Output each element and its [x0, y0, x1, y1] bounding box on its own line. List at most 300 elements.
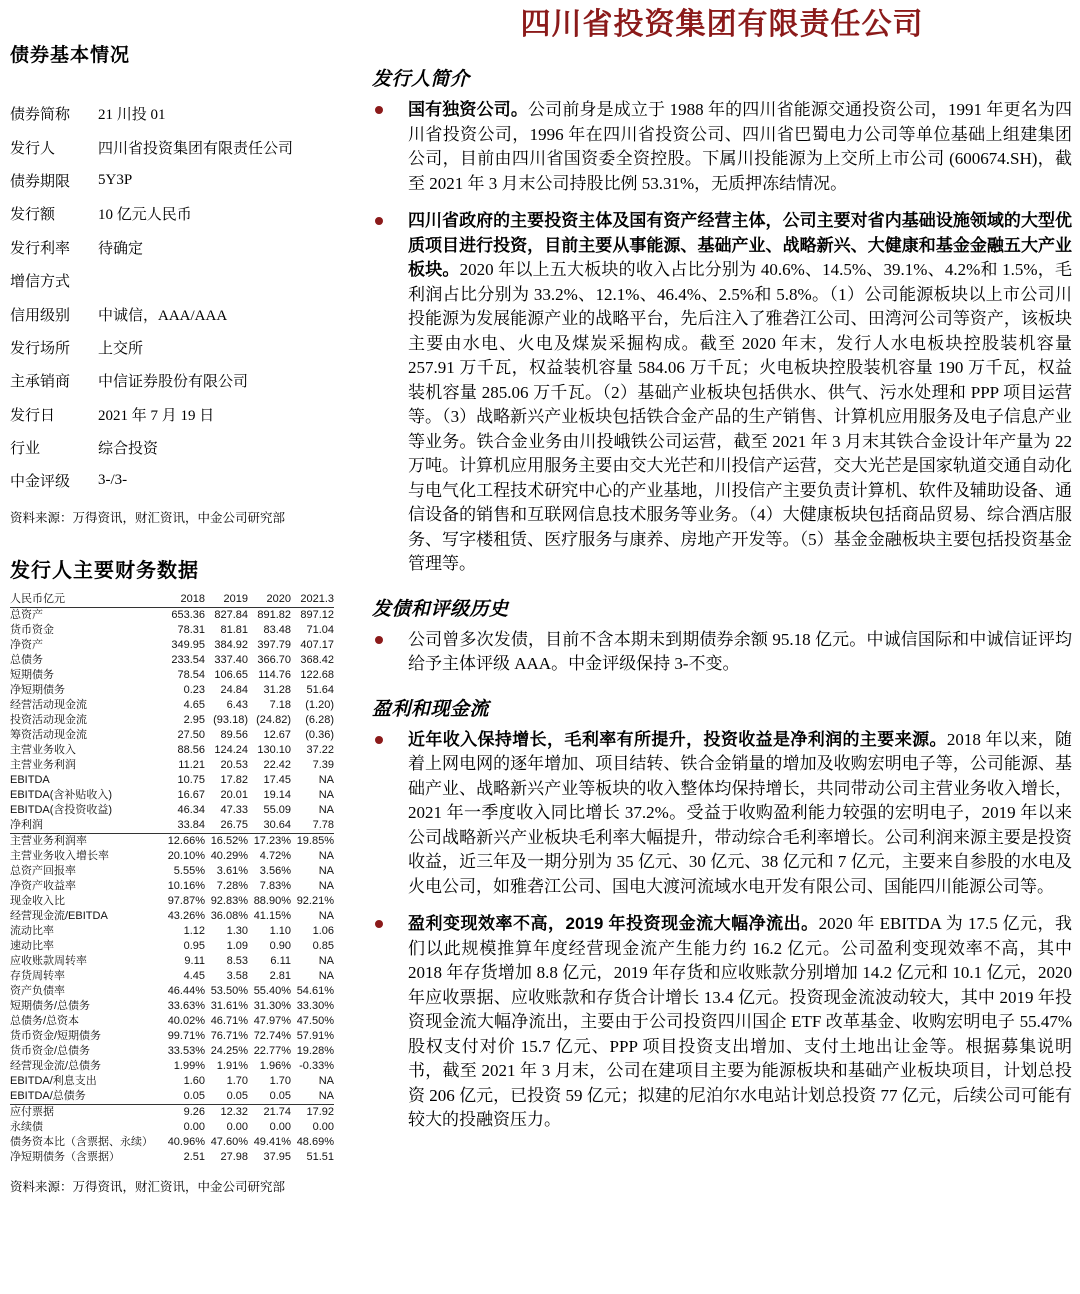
report-sections: [372, 64, 1072, 1133]
financial-value: (0.36): [305, 728, 334, 741]
financial-value: 40.02%: [167, 1014, 205, 1027]
left-sidebar: [0, 0, 352, 1294]
financial-value: 0.90: [269, 939, 291, 952]
financial-value: 1.99%: [173, 1059, 205, 1072]
financial-value: 12.32: [220, 1105, 248, 1118]
financial-row: [10, 1074, 334, 1089]
bullet-paragraph: [408, 912, 1072, 1133]
financial-value: 40.29%: [210, 849, 248, 862]
bond-info-row: [10, 297, 352, 330]
main-content: [352, 0, 1080, 1294]
financial-row: [10, 849, 334, 864]
financial-row: [10, 1089, 334, 1105]
financial-value: 349.95: [171, 638, 205, 651]
financial-value: 31.61%: [210, 999, 248, 1012]
financial-value: 47.60%: [210, 1135, 248, 1148]
financial-row-label: 净资产收益率: [10, 879, 76, 892]
financial-value: 130.10: [257, 743, 291, 756]
financial-value: NA: [318, 849, 334, 862]
financial-value: 46.71%: [210, 1014, 248, 1027]
financial-value: 337.40: [214, 653, 248, 666]
financial-value: 20.10%: [167, 849, 205, 862]
bond-field-value: 10 亿元人民币: [98, 207, 192, 224]
financial-row-label: 总资产: [10, 608, 43, 621]
bullet-item: [372, 728, 1072, 900]
financial-value: 653.36: [171, 608, 205, 621]
bond-info-list: [10, 97, 352, 498]
financials-year-header: 2019: [223, 592, 248, 605]
financial-value: 1.70: [226, 1074, 248, 1087]
financial-value: 0.00: [183, 1120, 205, 1133]
financial-value: 55.40%: [253, 984, 291, 997]
financial-value: 51.51: [306, 1150, 334, 1163]
bond-field-value: 上交所: [98, 340, 144, 357]
bond-field-value: 2021 年 7 月 19 日: [98, 407, 215, 424]
financial-row-label: EBITDA(含补贴收入): [10, 788, 113, 801]
bond-field-label: 信用级别: [10, 307, 71, 324]
report-section: [372, 594, 1072, 677]
financial-value: 88.90%: [253, 894, 291, 907]
financial-value: NA: [318, 803, 334, 816]
bullet-body-text: 2018 年以来，随着上网电网的逐年增加、项目结转、铁合金销量的增加及收购宏明电子等，公司能源、基础产业、战略新兴产业等板块的收入整体均保持增长，共同带动公司主营业务收入增长，2021 年一季度收入同比增长 37.2%。受益于收购盈利能力较强的宏明电子，2019 年以来公司战略新兴产业板块毛利率大幅提升，带动综合毛利率增长。公司利润来源主要是投资收益，近三年及一期分别为 35 亿元、30 亿元、38 亿元和 7 亿元，主要来自参股的水电及火电公司，如雅砻江公司、国电大渡河流域水电开发有限公司、国能四川能源公司等。: [408, 729, 1073, 896]
financial-row: [10, 1014, 334, 1029]
bullet-icon: [375, 217, 383, 225]
financial-value: 16.67: [177, 788, 205, 801]
bond-info-row: [10, 164, 352, 197]
financial-row: [10, 864, 334, 879]
financial-value: (1.20): [305, 698, 334, 711]
financial-value: 27.98: [220, 1150, 248, 1163]
financial-value: 47.50%: [296, 1014, 334, 1027]
financial-row: [10, 668, 334, 683]
financial-row-label: 经营现金流/EBITDA: [10, 909, 108, 922]
bullet-item: [372, 912, 1072, 1133]
financial-row: [10, 1059, 334, 1074]
section-heading: 发债和评级历史: [372, 598, 509, 620]
financials-year-header: 2018: [180, 592, 205, 605]
bond-info-source: 资料来源：万得资讯，财汇资讯，中金公司研究部: [10, 510, 286, 525]
financial-value: 72.74%: [253, 1029, 291, 1042]
financial-row: [10, 758, 334, 773]
financial-value: 0.05: [226, 1089, 248, 1102]
financial-value: 31.28: [263, 683, 291, 696]
financial-value: 0.23: [183, 683, 205, 696]
financial-value: 17.23%: [253, 834, 291, 847]
bond-info-row: [10, 231, 352, 264]
financials-section: [10, 1104, 334, 1165]
financial-value: 55.09: [263, 803, 291, 816]
financial-value: 1.30: [226, 924, 248, 937]
financial-row: [10, 924, 334, 939]
financial-row: [10, 909, 334, 924]
financial-value: 40.96%: [167, 1135, 205, 1148]
financial-value: 7.28%: [216, 879, 248, 892]
bullet-icon: [375, 106, 383, 114]
bond-info-row: [10, 398, 352, 431]
financial-value: 31.30%: [253, 999, 291, 1012]
financial-value: 78.31: [177, 623, 205, 636]
financial-value: 97.87%: [167, 894, 205, 907]
financials-year-header: 2020: [266, 592, 291, 605]
financial-value: 71.04: [306, 623, 334, 636]
financial-value: 43.26%: [167, 909, 205, 922]
bond-field-value: 中诚信，AAA/AAA: [98, 307, 228, 324]
report-section: [372, 64, 1072, 577]
financial-row: [10, 1135, 334, 1150]
financial-row-label: EBITDA/利息支出: [10, 1074, 97, 1087]
financials-unit-label: 人民币亿元: [10, 592, 65, 605]
financial-value: 0.05: [183, 1089, 205, 1102]
financials-source: 资料来源：万得资讯，财汇资讯，中金公司研究部: [10, 1179, 286, 1194]
financial-row-label: 主营业务利润率: [10, 834, 87, 847]
bond-field-label: 中金评级: [10, 474, 71, 491]
financial-row: [10, 1044, 334, 1059]
financial-row-label: 总债务/总资本: [10, 1014, 80, 1027]
financial-value: 17.82: [220, 773, 248, 786]
financial-row-label: 总资产回报率: [10, 864, 76, 877]
financial-value: 19.14: [263, 788, 291, 801]
bond-field-label: 增信方式: [10, 274, 71, 291]
financial-value: 827.84: [214, 608, 248, 621]
bond-field-label: 债券期限: [10, 173, 71, 190]
bond-field-value: 综合投资: [98, 441, 159, 458]
financial-value: 22.42: [263, 758, 291, 771]
bullet-item: [372, 98, 1072, 196]
financial-value: 76.71%: [210, 1029, 248, 1042]
financial-value: 9.26: [183, 1105, 205, 1118]
financial-value: NA: [318, 969, 334, 982]
financial-value: 24.25%: [210, 1044, 248, 1057]
bullet-icon: [375, 636, 383, 644]
financial-row-label: 主营业务收入: [10, 743, 76, 756]
financial-value: 51.64: [306, 683, 334, 696]
financial-value: 7.18: [269, 698, 291, 711]
bullet-bold-lead: 四川省政府的主要投资主体及国有资产经营主体，公司主要对省内基础设施领域的大型优质项目进行投资，目前主要从事能源、基础产业、战略新兴、大健康和基金金融五大产业板块。: [408, 211, 1072, 279]
financial-value: 10.16%: [167, 879, 205, 892]
bond-info-row: [10, 331, 352, 364]
bullet-paragraph: [408, 728, 1072, 900]
financials-section: [10, 833, 334, 1104]
financial-value: 36.08%: [210, 909, 248, 922]
bond-field-value: 21 川投 01: [98, 107, 166, 124]
financial-value: 4.72%: [259, 849, 291, 862]
financial-row-label: 短期债务/总债务: [10, 999, 91, 1012]
financial-value: 26.75: [220, 818, 248, 831]
financial-value: 6.11: [270, 954, 291, 967]
bond-field-label: 债券简称: [10, 107, 71, 124]
bond-field-label: 发行日: [10, 407, 56, 424]
financial-value: 33.84: [177, 818, 205, 831]
bond-info-row: [10, 264, 352, 297]
financial-value: 122.68: [300, 668, 334, 681]
financial-value: 16.52%: [210, 834, 248, 847]
financial-value: 0.85: [312, 939, 334, 952]
financial-row-label: 应收账款周转率: [10, 954, 87, 967]
financial-row-label: 总债务: [10, 653, 43, 666]
financials-heading: 发行人主要财务数据: [10, 559, 199, 582]
financial-value: 891.82: [257, 608, 291, 621]
bullet-icon: [375, 736, 383, 744]
financial-row: [10, 954, 334, 969]
financial-row: [10, 969, 334, 984]
financial-row-label: 经营现金流/总债务: [10, 1059, 102, 1072]
financial-value: 5.55%: [173, 864, 205, 877]
financial-value: NA: [318, 954, 334, 967]
bond-field-value: 3-/3-: [98, 472, 128, 489]
financial-value: 2.81: [269, 969, 291, 982]
financial-value: 4.65: [183, 698, 205, 711]
financial-value: 37.22: [306, 743, 334, 756]
financial-value: 106.65: [214, 668, 248, 681]
bullet-body-text: 2020 年 EBITDA 为 17.5 亿元，我们以此规模推算年度经营现金流产生能力约 16.2 亿元。公司盈利变现效率不高，其中 2018 年存货增加 8.8 亿元，2019 年存货和应收账款分别增加 14.2 亿元和 10.1 亿元，2020 年应收票据、应收账款和存货合计增长 13.4 亿元。投资现金流波动较大，其中 2019 年投资现金流大幅净流出，主要由于公司投资四川国企 ETF 改革基金、收购宏明电子 55.47%股权支付对价 15.7 亿元、PPP 项目投资支出增加、支付土地出让金等。根据募集说明书，截至 2021 年 3 月末，公司在建项目主要为能源板块和基础产业板块项目，计划总投资 206 亿元，已投资 59 亿元；拟建的尼泊尔水电站计划总投资 77 亿元，后续公司可能有较大的投融资压力。: [408, 914, 1072, 1129]
financial-value: 1.70: [269, 1074, 291, 1087]
financials-table: [10, 592, 334, 1165]
report-section: [372, 694, 1072, 1133]
financial-value: NA: [318, 864, 334, 877]
financial-value: 27.50: [177, 728, 205, 741]
financial-value: 49.41%: [253, 1135, 291, 1148]
financial-value: 54.61%: [296, 984, 334, 997]
financials-table-head: [10, 592, 334, 608]
financial-value: 48.69%: [296, 1135, 334, 1148]
bond-field-value: 中信证券股份有限公司: [98, 374, 249, 391]
financial-row: [10, 999, 334, 1014]
financial-value: 6.43: [226, 698, 248, 711]
bullet-paragraph: [408, 98, 1072, 196]
financial-value: 7.39: [312, 758, 334, 771]
financial-row: [10, 1150, 334, 1165]
financial-value: 3.58: [226, 969, 248, 982]
financial-value: NA: [318, 773, 334, 786]
bond-info-row: [10, 97, 352, 130]
financial-value: 41.15%: [253, 909, 291, 922]
financial-value: 47.33: [220, 803, 248, 816]
financial-row: [10, 713, 334, 728]
financial-row: [10, 788, 334, 803]
bond-info-row: [10, 197, 352, 230]
bond-info-row: [10, 464, 352, 497]
financial-value: 19.28%: [296, 1044, 334, 1057]
financial-value: 233.54: [171, 653, 205, 666]
financial-value: 22.77%: [253, 1044, 291, 1057]
financial-value: 384.92: [214, 638, 248, 651]
financial-row: [10, 607, 334, 623]
financial-value: 20.01: [220, 788, 248, 801]
bullet-bold-lead: 盈利变现效率不高，2019 年投资现金流大幅净流出。: [408, 914, 819, 933]
financial-value: 20.53: [220, 758, 248, 771]
financial-row-label: 流动比率: [10, 924, 54, 937]
bullet-body-text: 公司前身是成立于 1988 年的四川省能源交通投资公司，1991 年更名为四川省投资公司，1996 年在四川省投资公司、四川省巴蜀电力公司等单位基础上组建集团公司，目前由四川省国资委全资控股。下属川投能源为上交所上市公司 (600674.SH)，截至 2021 年 3 月末公司持股比例 53.31%，无质押冻结情况。: [408, 100, 1073, 193]
financial-value: 57.91%: [296, 1029, 334, 1042]
financial-value: 0.00: [312, 1120, 334, 1133]
financial-row-label: EBITDA/总债务: [10, 1089, 86, 1102]
bullet-paragraph: [408, 209, 1072, 577]
page-title: 四川省投资集团有限责任公司: [520, 8, 924, 41]
financial-row-label: 经营活动现金流: [10, 698, 87, 711]
financial-value: 37.95: [263, 1150, 291, 1163]
financial-value: 114.76: [258, 668, 291, 681]
financial-value: (93.18): [213, 713, 248, 726]
financial-row-label: 永续债: [10, 1120, 43, 1133]
financial-value: 21.74: [263, 1105, 291, 1118]
financial-row: [10, 879, 334, 894]
financial-row-label: 现金收入比: [10, 894, 65, 907]
financial-value: 1.60: [183, 1074, 205, 1087]
financial-row: [10, 638, 334, 653]
financial-row-label: 短期债务: [10, 668, 54, 681]
financial-value: 24.84: [220, 683, 248, 696]
financial-value: 33.63%: [167, 999, 205, 1012]
financial-value: 81.81: [220, 623, 248, 636]
financial-row-label: 存货周转率: [10, 969, 65, 982]
financial-row-label: 应付票据: [10, 1105, 54, 1118]
bullet-item: [372, 628, 1072, 677]
bond-info-row: [10, 431, 352, 464]
financial-row-label: 速动比率: [10, 939, 54, 952]
financial-value: 89.56: [220, 728, 248, 741]
financial-value: 92.21%: [296, 894, 334, 907]
financial-value: 12.67: [263, 728, 291, 741]
financial-row-label: 主营业务利润: [10, 758, 76, 771]
financial-value: 46.44%: [167, 984, 205, 997]
financial-value: 83.48: [263, 623, 291, 636]
financial-row-label: EBITDA: [10, 773, 50, 786]
financial-value: 0.95: [183, 939, 205, 952]
financial-value: 2.51: [183, 1150, 205, 1163]
financial-row-label: 货币资金/总债务: [10, 1044, 91, 1057]
financial-value: 0.05: [269, 1089, 291, 1102]
financial-row: [10, 773, 334, 788]
financial-row: [10, 683, 334, 698]
financial-row: [10, 1029, 334, 1044]
financial-row-label: 主营业务收入增长率: [10, 849, 109, 862]
financial-value: 4.45: [183, 969, 205, 982]
financials-year-header: 2021.3: [300, 592, 334, 605]
financial-value: 46.34: [177, 803, 205, 816]
bond-field-label: 主承销商: [10, 374, 71, 391]
financial-value: (24.82): [256, 713, 291, 726]
financial-value: -0.33%: [299, 1059, 334, 1072]
financial-value: NA: [318, 879, 334, 892]
financial-value: 17.45: [263, 773, 291, 786]
financial-value: 368.42: [300, 653, 334, 666]
financial-value: 7.83%: [259, 879, 291, 892]
bond-field-label: 发行额: [10, 207, 56, 224]
financial-value: NA: [318, 1074, 334, 1087]
financial-value: 1.12: [183, 924, 205, 937]
financial-value: 3.56%: [259, 864, 291, 877]
financial-row: [10, 833, 334, 849]
financial-row: [10, 803, 334, 818]
financial-value: 17.92: [306, 1105, 334, 1118]
financial-value: 0.00: [226, 1120, 248, 1133]
financial-row: [10, 743, 334, 758]
financial-value: 397.79: [257, 638, 291, 651]
financial-value: 53.50%: [210, 984, 248, 997]
financials-header-row: [10, 592, 334, 608]
bullet-item: [372, 209, 1072, 577]
financial-row: [10, 818, 334, 834]
bullet-body-text: 2020 年以上五大板块的收入占比分别为 40.6%、14.5%、39.1%、4.2%和 1.5%，毛利润占比分别为 33.2%、12.1%、46.4%、2.5%和 5.8%。（1）公司能源板块以上市公司川投能源为发展能源产业的战略平台，先后注入了雅砻江公司、田湾河公司等资产，该板块主要由水电、火电及煤炭采掘构成。截至 2020 年末，发行人水电板块控股装机容量 257.91 万千瓦，权益装机容量 584.06 万千瓦；火电板块控股装机容量 190 万千瓦，权益装机容量 285.06 万千瓦。（2）基础产业板块包括供水、供气、污水处理和 PPP 项目运营等。（3）战略新兴产业板块包括铁合金产品的生产销售、计算机应用服务及电子信息产业等业务。铁合金业务由川投峨铁公司运营，截至 2021 年 3 月末其铁合金设计年产量为 22 万吨。计算机应用服务主要由交大光芒和川投信产运营，交大光芒是国家轨道交通自动化与电气化工程技术研究中心的产业基地，川投信产主要负责计算机、软件及辅助设备、通信设备的销售和互联网信息技术服务等业务。（4）大健康板块包括商品贸易、综合酒店服务、写字楼租赁、医疗服务与康养、房地产开发等。（5）基金金融板块主要包括投资基金管理等。: [408, 260, 1073, 573]
financial-value: 12.66%: [167, 834, 205, 847]
financial-value: 33.53%: [167, 1044, 205, 1057]
financial-row: [10, 1104, 334, 1120]
bond-info-heading: 债券基本情况: [10, 45, 131, 66]
financial-value: 3.61%: [216, 864, 248, 877]
bullet-bold-lead: 国有独资公司。: [408, 100, 529, 119]
financial-row: [10, 939, 334, 954]
financial-value: 897.12: [300, 608, 334, 621]
bond-field-value: 四川省投资集团有限责任公司: [98, 140, 294, 157]
section-heading: 盈利和现金流: [372, 698, 490, 720]
financial-row-label: 投资活动现金流: [10, 713, 87, 726]
bond-field-label: 行业: [10, 441, 41, 458]
financial-row: [10, 984, 334, 999]
financial-value: 7.78: [312, 818, 334, 831]
financial-value: NA: [318, 909, 334, 922]
financial-row: [10, 623, 334, 638]
financial-value: 124.24: [214, 743, 248, 756]
financial-value: 30.64: [263, 818, 291, 831]
bond-info-row: [10, 130, 352, 163]
financial-value: 1.09: [226, 939, 248, 952]
financial-value: 10.75: [177, 773, 205, 786]
financial-value: 1.06: [312, 924, 334, 937]
bond-field-value: 5Y3P: [98, 171, 133, 188]
financial-row: [10, 1120, 334, 1135]
financial-row: [10, 728, 334, 743]
financial-row-label: 净资产: [10, 638, 43, 651]
financial-value: 88.56: [177, 743, 205, 756]
financial-value: 33.30%: [296, 999, 334, 1012]
bond-field-label: 发行利率: [10, 240, 71, 257]
financials-section: [10, 607, 334, 833]
financial-value: NA: [318, 788, 334, 801]
financial-row: [10, 653, 334, 668]
financial-value: NA: [318, 1089, 334, 1102]
financial-value: 1.10: [269, 924, 291, 937]
financial-row-label: 净利润: [10, 818, 43, 831]
financial-row-label: EBITDA(含投资收益): [10, 803, 113, 816]
financial-row: [10, 894, 334, 909]
bullet-body-text: 公司曾多次发债，目前不含本期未到期债券余额 95.18 亿元。中诚信国际和中诚信证评均给予主体评级 AAA。中金评级保持 3-不变。: [408, 629, 1072, 673]
bullet-paragraph: [408, 628, 1072, 677]
financial-row-label: 筹资活动现金流: [10, 728, 87, 741]
financial-value: 47.97%: [253, 1014, 291, 1027]
bond-info-row: [10, 364, 352, 397]
bullet-icon: [375, 920, 383, 928]
financial-value: 19.85%: [296, 834, 334, 847]
financial-value: 11.21: [178, 758, 205, 771]
financial-row-label: 债务资本比（含票据、永续）: [10, 1135, 153, 1148]
section-heading: 发行人简介: [372, 69, 470, 90]
financial-value: 99.71%: [167, 1029, 205, 1042]
financial-value: 407.17: [300, 638, 334, 651]
financial-row-label: 货币资金: [10, 623, 54, 636]
financial-value: 1.91%: [216, 1059, 248, 1072]
bullet-bold-lead: 近年收入保持增长，毛利率有所提升，投资收益是净利润的主要来源。: [408, 729, 947, 749]
bond-field-label: 发行场所: [10, 340, 71, 357]
financial-row: [10, 698, 334, 713]
financial-value: 366.70: [257, 653, 291, 666]
bond-field-value: 待确定: [98, 240, 144, 257]
financial-value: 9.11: [184, 954, 205, 967]
financial-value: 0.00: [269, 1120, 291, 1133]
financial-row-label: 净短期债务（含票据）: [10, 1150, 120, 1163]
financial-value: 1.96%: [259, 1059, 291, 1072]
financial-row-label: 资产负债率: [10, 984, 65, 997]
financial-value: 2.95: [183, 713, 205, 726]
